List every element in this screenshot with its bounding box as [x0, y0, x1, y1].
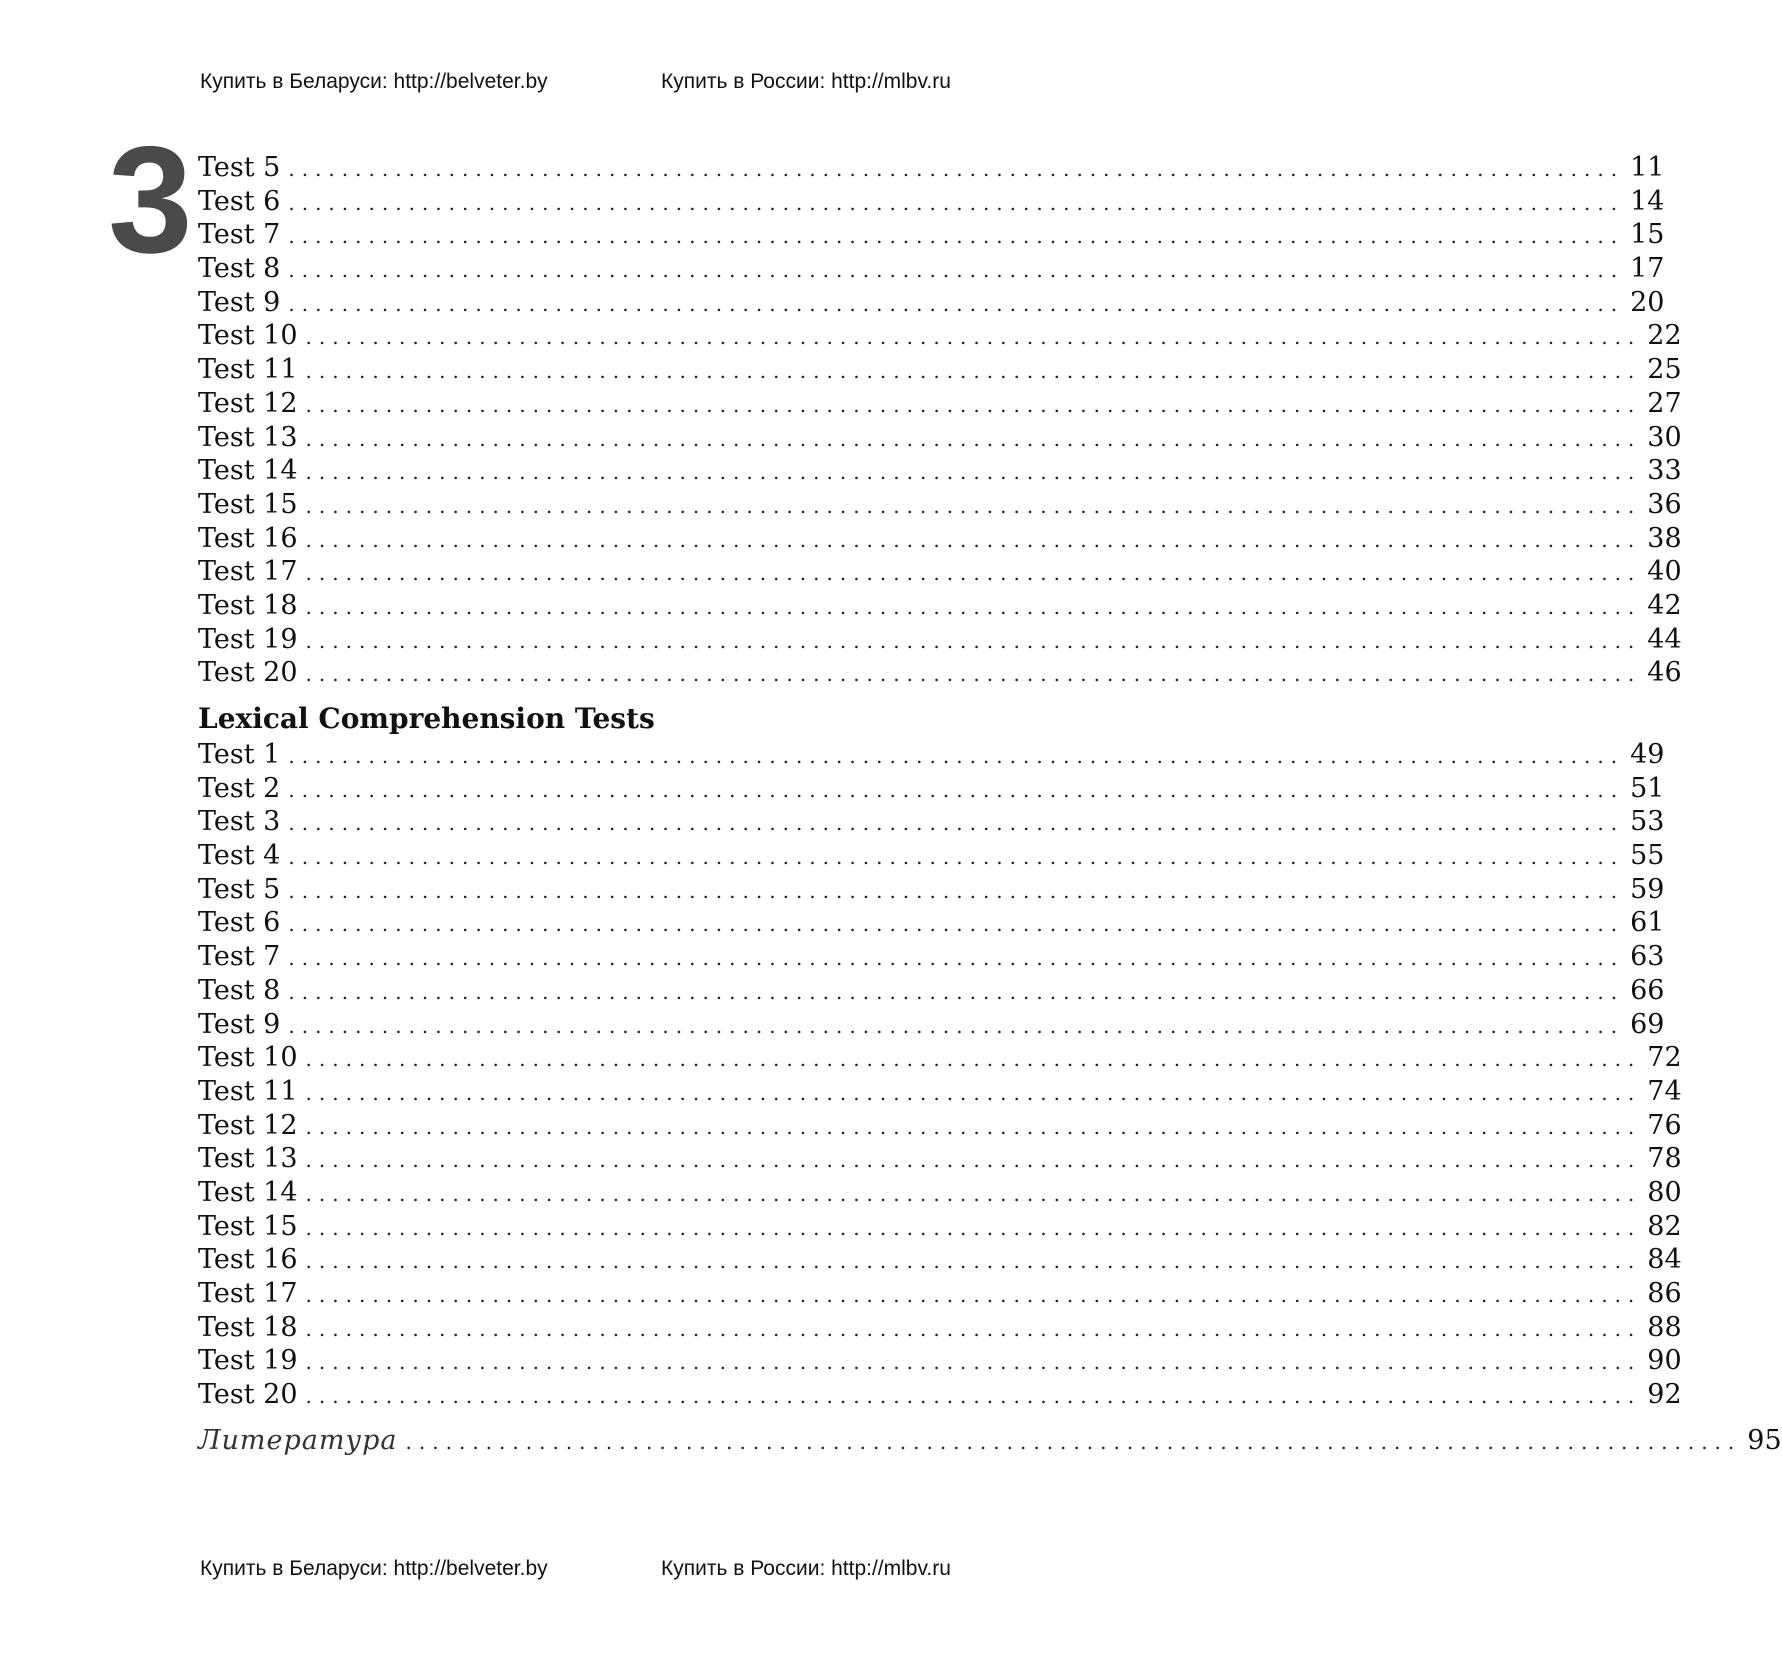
dot-leader: ....................................................................................................: [405, 1429, 1742, 1454]
toc-entry-page: 44: [1647, 623, 1682, 655]
toc-entry-literature[interactable]: [198, 1424, 1782, 1458]
header-link-russia[interactable]: Купить в России: http://mlbv.ru: [661, 70, 951, 93]
toc-entry-page: 33: [1647, 455, 1682, 487]
dot-leader: ....................................................................................................: [305, 662, 1642, 687]
toc-entry-label: Test 17: [198, 556, 298, 588]
toc-entry-label: Test 12: [198, 387, 298, 419]
toc-entry[interactable]: [198, 421, 1682, 455]
toc-entry-label: Test 8: [198, 974, 281, 1006]
toc-entry-label: Test 9: [198, 286, 281, 318]
toc-entry-label: Test 3: [198, 806, 281, 838]
toc-entry-label: Test 20: [198, 657, 298, 689]
toc-entry[interactable]: [198, 656, 1682, 690]
toc-group-lexical: [198, 738, 1682, 1412]
toc-entry[interactable]: [198, 839, 1665, 873]
toc-entry-page: 49: [1630, 739, 1665, 770]
dot-leader: ....................................................................................................: [305, 1350, 1642, 1375]
toc-entry-page: 46: [1647, 657, 1682, 689]
toc-entry-label: Test 14: [198, 455, 298, 487]
toc-entry-page: 15: [1630, 219, 1665, 251]
dot-leader: ....................................................................................................: [288, 878, 1625, 903]
toc-entry[interactable]: [198, 1176, 1682, 1210]
dot-leader: ....................................................................................................: [288, 157, 1625, 181]
toc-entry-label: Test 18: [198, 589, 298, 621]
toc-entry-page: 90: [1647, 1345, 1682, 1377]
dot-leader: ....................................................................................................: [305, 1047, 1642, 1072]
toc-entry-page: 69: [1630, 1008, 1665, 1040]
toc-entry-page: 17: [1630, 253, 1665, 285]
toc-entry-label: Test 13: [198, 1143, 298, 1175]
toc-entry-page: 95: [1747, 1424, 1782, 1456]
toc-entry-page: 38: [1647, 522, 1682, 554]
toc-entry-page: 36: [1647, 488, 1682, 520]
dot-leader: ....................................................................................................: [288, 1013, 1625, 1038]
toc-entry-label: Test 9: [198, 1008, 281, 1040]
toc-entry[interactable]: [198, 1041, 1682, 1075]
toc-entry-label: Test 5: [198, 152, 281, 183]
dot-leader: ....................................................................................................: [305, 1215, 1642, 1240]
page-header: [0, 70, 1170, 110]
toc-entry-page: 72: [1647, 1042, 1682, 1074]
section-heading: Lexical Comprehension Tests: [198, 702, 655, 735]
dot-leader: ....................................................................................................: [305, 1114, 1642, 1139]
dot-leader: ....................................................................................................: [288, 946, 1625, 971]
toc-entry[interactable]: [198, 940, 1665, 974]
toc-entry[interactable]: [198, 873, 1665, 907]
toc-entry[interactable]: [198, 589, 1682, 623]
toc-entry[interactable]: [198, 1311, 1682, 1345]
dot-leader: ....................................................................................................: [288, 912, 1625, 937]
toc-entry-page: 25: [1647, 354, 1682, 386]
page-number-mark: 3: [108, 115, 193, 285]
toc-entry[interactable]: [198, 1378, 1682, 1412]
toc-entry-page: 80: [1647, 1176, 1682, 1208]
toc-entry-page: 92: [1647, 1379, 1682, 1411]
dot-leader: ....................................................................................................: [305, 1249, 1642, 1274]
toc-entry[interactable]: [198, 252, 1665, 286]
toc-entry-page: 76: [1647, 1109, 1682, 1141]
dot-leader: ....................................................................................................: [288, 845, 1625, 870]
dot-leader: ....................................................................................................: [288, 744, 1625, 768]
toc-entry[interactable]: [198, 218, 1665, 252]
toc-entry-label: Test 12: [198, 1109, 298, 1141]
toc-entry-page: 86: [1647, 1278, 1682, 1309]
toc-entry-page: 51: [1630, 772, 1665, 804]
dot-leader: ....................................................................................................: [305, 1181, 1642, 1206]
toc-entry[interactable]: [198, 1210, 1682, 1244]
toc-entry[interactable]: [198, 1243, 1682, 1277]
toc-entry-label: Test 13: [198, 421, 298, 453]
toc-entry-page: 84: [1647, 1244, 1682, 1276]
footer-link-russia[interactable]: Купить в России: http://mlbv.ru: [661, 1557, 951, 1580]
toc-entry-label: Test 5: [198, 873, 281, 905]
dot-leader: ....................................................................................................: [305, 1316, 1642, 1341]
toc-entry[interactable]: [198, 319, 1682, 353]
dot-leader: ....................................................................................................: [288, 777, 1625, 802]
toc-entry-page: 61: [1630, 907, 1665, 939]
toc-entry[interactable]: [198, 522, 1682, 556]
toc-entry-label: Test 16: [198, 1244, 298, 1276]
toc-entry-label: Test 15: [198, 488, 298, 520]
dot-leader: ....................................................................................................: [288, 811, 1625, 836]
toc-entry[interactable]: [198, 387, 1682, 421]
dot-leader: ....................................................................................................: [288, 224, 1625, 249]
toc-entry[interactable]: [198, 1008, 1665, 1042]
toc-entry-label: Test 20: [198, 1379, 298, 1411]
toc-entry-label: Test 2: [198, 772, 281, 804]
toc-entry[interactable]: [198, 151, 1665, 185]
dot-leader: ....................................................................................................: [305, 1080, 1642, 1105]
toc-entry-label: Test 4: [198, 840, 281, 872]
toc-entry-label: Литература: [198, 1424, 398, 1456]
toc-entry-page: 11: [1630, 152, 1665, 183]
toc-entry-label: Test 6: [198, 185, 281, 217]
dot-leader: ....................................................................................................: [305, 1148, 1642, 1173]
toc-entry-label: Test 10: [198, 1042, 298, 1074]
dot-leader: ....................................................................................................: [305, 1283, 1642, 1307]
toc-entry[interactable]: [198, 738, 1665, 772]
toc-entry[interactable]: [198, 906, 1665, 940]
toc-entry[interactable]: [198, 353, 1682, 387]
toc-entry-page: 59: [1630, 873, 1665, 905]
toc-entry-page: 40: [1647, 556, 1682, 588]
dot-leader: ....................................................................................................: [305, 325, 1642, 350]
page-footer: [0, 1557, 1170, 1597]
dot-leader: ....................................................................................................: [305, 460, 1642, 485]
dot-leader: ....................................................................................................: [288, 258, 1625, 283]
toc-entry-page: 88: [1647, 1311, 1682, 1343]
toc-entry[interactable]: [198, 454, 1682, 488]
toc-entry-page: 74: [1647, 1075, 1682, 1107]
dot-leader: ....................................................................................................: [288, 291, 1625, 316]
toc-entry-page: 14: [1630, 185, 1665, 217]
toc-entry-page: 42: [1647, 589, 1682, 621]
dot-leader: ....................................................................................................: [305, 527, 1642, 552]
toc-entry-label: Test 7: [198, 941, 281, 973]
toc-group-grammar: [198, 151, 1682, 690]
toc-entry-label: Test 11: [198, 354, 298, 386]
toc-entry-label: Test 11: [198, 1075, 298, 1107]
dot-leader: ....................................................................................................: [288, 979, 1625, 1004]
footer-link-belarus[interactable]: Купить в Беларуси: http://belveter.by: [200, 1557, 548, 1580]
toc-entry[interactable]: [198, 286, 1665, 320]
toc-entry[interactable]: [198, 1344, 1682, 1378]
dot-leader: ....................................................................................................: [305, 359, 1642, 384]
header-link-belarus[interactable]: Купить в Беларуси: http://belveter.by: [200, 70, 548, 93]
toc-entry-label: Test 15: [198, 1210, 298, 1242]
toc-entry-page: 63: [1630, 941, 1665, 973]
dot-leader: ....................................................................................................: [305, 594, 1642, 619]
dot-leader: ....................................................................................................: [305, 561, 1642, 586]
toc-entry-label: Test 18: [198, 1311, 298, 1343]
dot-leader: ....................................................................................................: [305, 493, 1642, 518]
toc-entry-page: 30: [1647, 421, 1682, 453]
toc-entry-page: 66: [1630, 974, 1665, 1006]
toc-entry-page: 53: [1630, 806, 1665, 838]
toc-entry[interactable]: [198, 185, 1665, 219]
toc-entry-page: 20: [1630, 286, 1665, 318]
toc-entry[interactable]: [198, 772, 1665, 806]
dot-leader: ....................................................................................................: [305, 628, 1642, 653]
toc-entry-label: Test 17: [198, 1278, 298, 1309]
toc-entry[interactable]: [198, 555, 1682, 589]
toc-entry-page: 22: [1647, 320, 1682, 352]
toc-entry-label: Test 7: [198, 219, 281, 251]
dot-leader: ....................................................................................................: [305, 1384, 1642, 1409]
toc-entry-label: Test 1: [198, 739, 281, 770]
toc-entry[interactable]: [198, 1142, 1682, 1176]
dot-leader: ....................................................................................................: [305, 392, 1642, 417]
toc-entry-page: 82: [1647, 1210, 1682, 1242]
toc-entry-label: Test 6: [198, 907, 281, 939]
toc-entry[interactable]: [198, 805, 1665, 839]
toc-entry-label: Test 10: [198, 320, 298, 352]
toc-entry[interactable]: [198, 623, 1682, 657]
toc-entry[interactable]: [198, 488, 1682, 522]
dot-leader: ....................................................................................................: [305, 426, 1642, 451]
toc-entry-page: 55: [1630, 840, 1665, 872]
table-of-contents: [198, 151, 1782, 1457]
toc-entry[interactable]: [198, 1075, 1682, 1109]
toc-entry-page: 27: [1647, 387, 1682, 419]
toc-entry-page: 78: [1647, 1143, 1682, 1175]
toc-entry[interactable]: [198, 974, 1665, 1008]
dot-leader: ....................................................................................................: [288, 190, 1625, 215]
toc-entry-label: Test 14: [198, 1176, 298, 1208]
toc-entry[interactable]: [198, 1109, 1682, 1143]
toc-entry-label: Test 19: [198, 623, 298, 655]
toc-entry-label: Test 16: [198, 522, 298, 554]
toc-entry-label: Test 8: [198, 253, 281, 285]
toc-entry-label: Test 19: [198, 1345, 298, 1377]
toc-entry[interactable]: [198, 1277, 1682, 1311]
